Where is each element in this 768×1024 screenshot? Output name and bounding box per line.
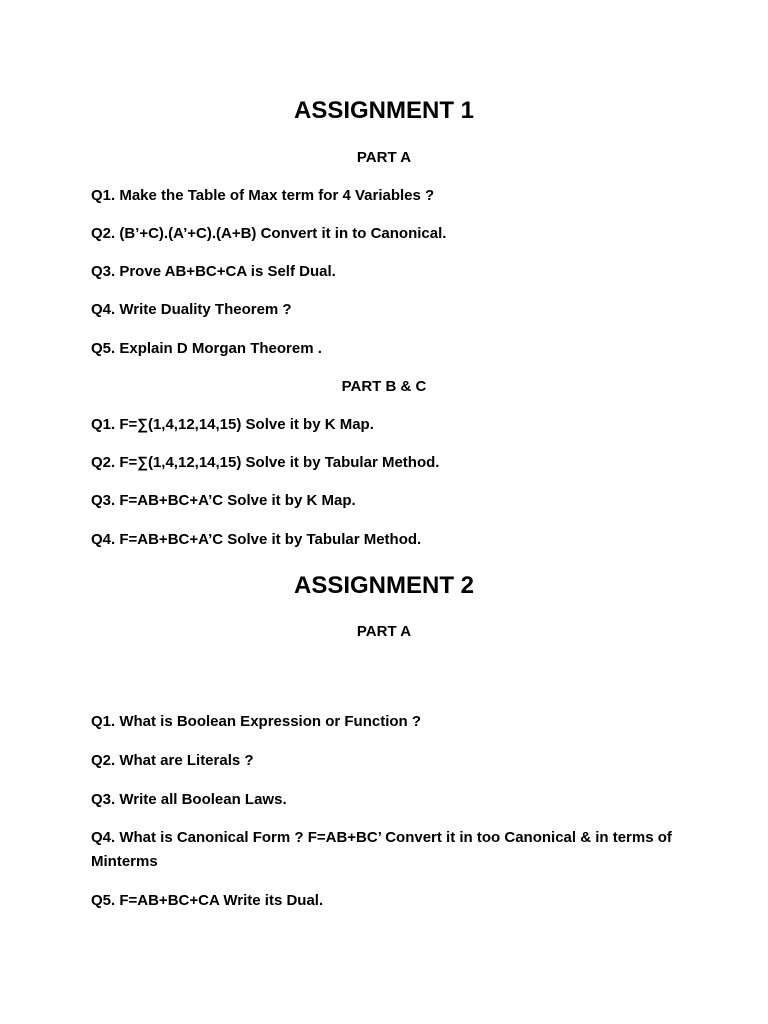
assignment-1-part-bc-heading: PART B & C (341, 378, 427, 395)
a2-part-a-question-2: Q2. What are Literals ? (91, 752, 254, 769)
assignment-1-title: ASSIGNMENT 1 (293, 97, 475, 124)
a1-part-a-question-1: Q1. Make the Table of Max term for 4 Variables ? (91, 187, 435, 204)
a1-part-a-question-2: Q2. (B’+C).(A’+C).(A+B) Convert it in to Canonical. (91, 225, 447, 242)
a1-part-a-question-4: Q4. Write Duality Theorem ? (91, 301, 292, 318)
a1-part-a-question-5: Q5. Explain D Morgan Theorem . (91, 340, 322, 357)
a1-part-bc-question-4: Q4. F=AB+BC+A’C Solve it by Tabular Method. (91, 531, 422, 548)
a2-part-a-question-3: Q3. Write all Boolean Laws. (91, 791, 287, 808)
a1-part-bc-question-1: Q1. F=∑(1,4,12,14,15) Solve it by K Map. (91, 416, 374, 433)
a2-part-a-question-5: Q5. F=AB+BC+CA Write its Dual. (91, 892, 324, 909)
assignment-2-title: ASSIGNMENT 2 (293, 572, 475, 599)
assignment-1-part-a-heading: PART A (356, 149, 412, 166)
a1-part-bc-question-3: Q3. F=AB+BC+A’C Solve it by K Map. (91, 492, 356, 509)
a1-part-bc-question-2: Q2. F=∑(1,4,12,14,15) Solve it by Tabular Method. (91, 454, 440, 471)
a1-part-a-question-3: Q3. Prove AB+BC+CA is Self Dual. (91, 263, 336, 280)
a2-part-a-question-1: Q1. What is Boolean Expression or Function ? (91, 713, 422, 730)
a2-part-a-question-4: Q4. What is Canonical Form ? F=AB+BC’ Convert it in too Canonical & in terms of Minterms (91, 829, 672, 870)
assignment-2-part-a-heading: PART A (356, 623, 412, 640)
